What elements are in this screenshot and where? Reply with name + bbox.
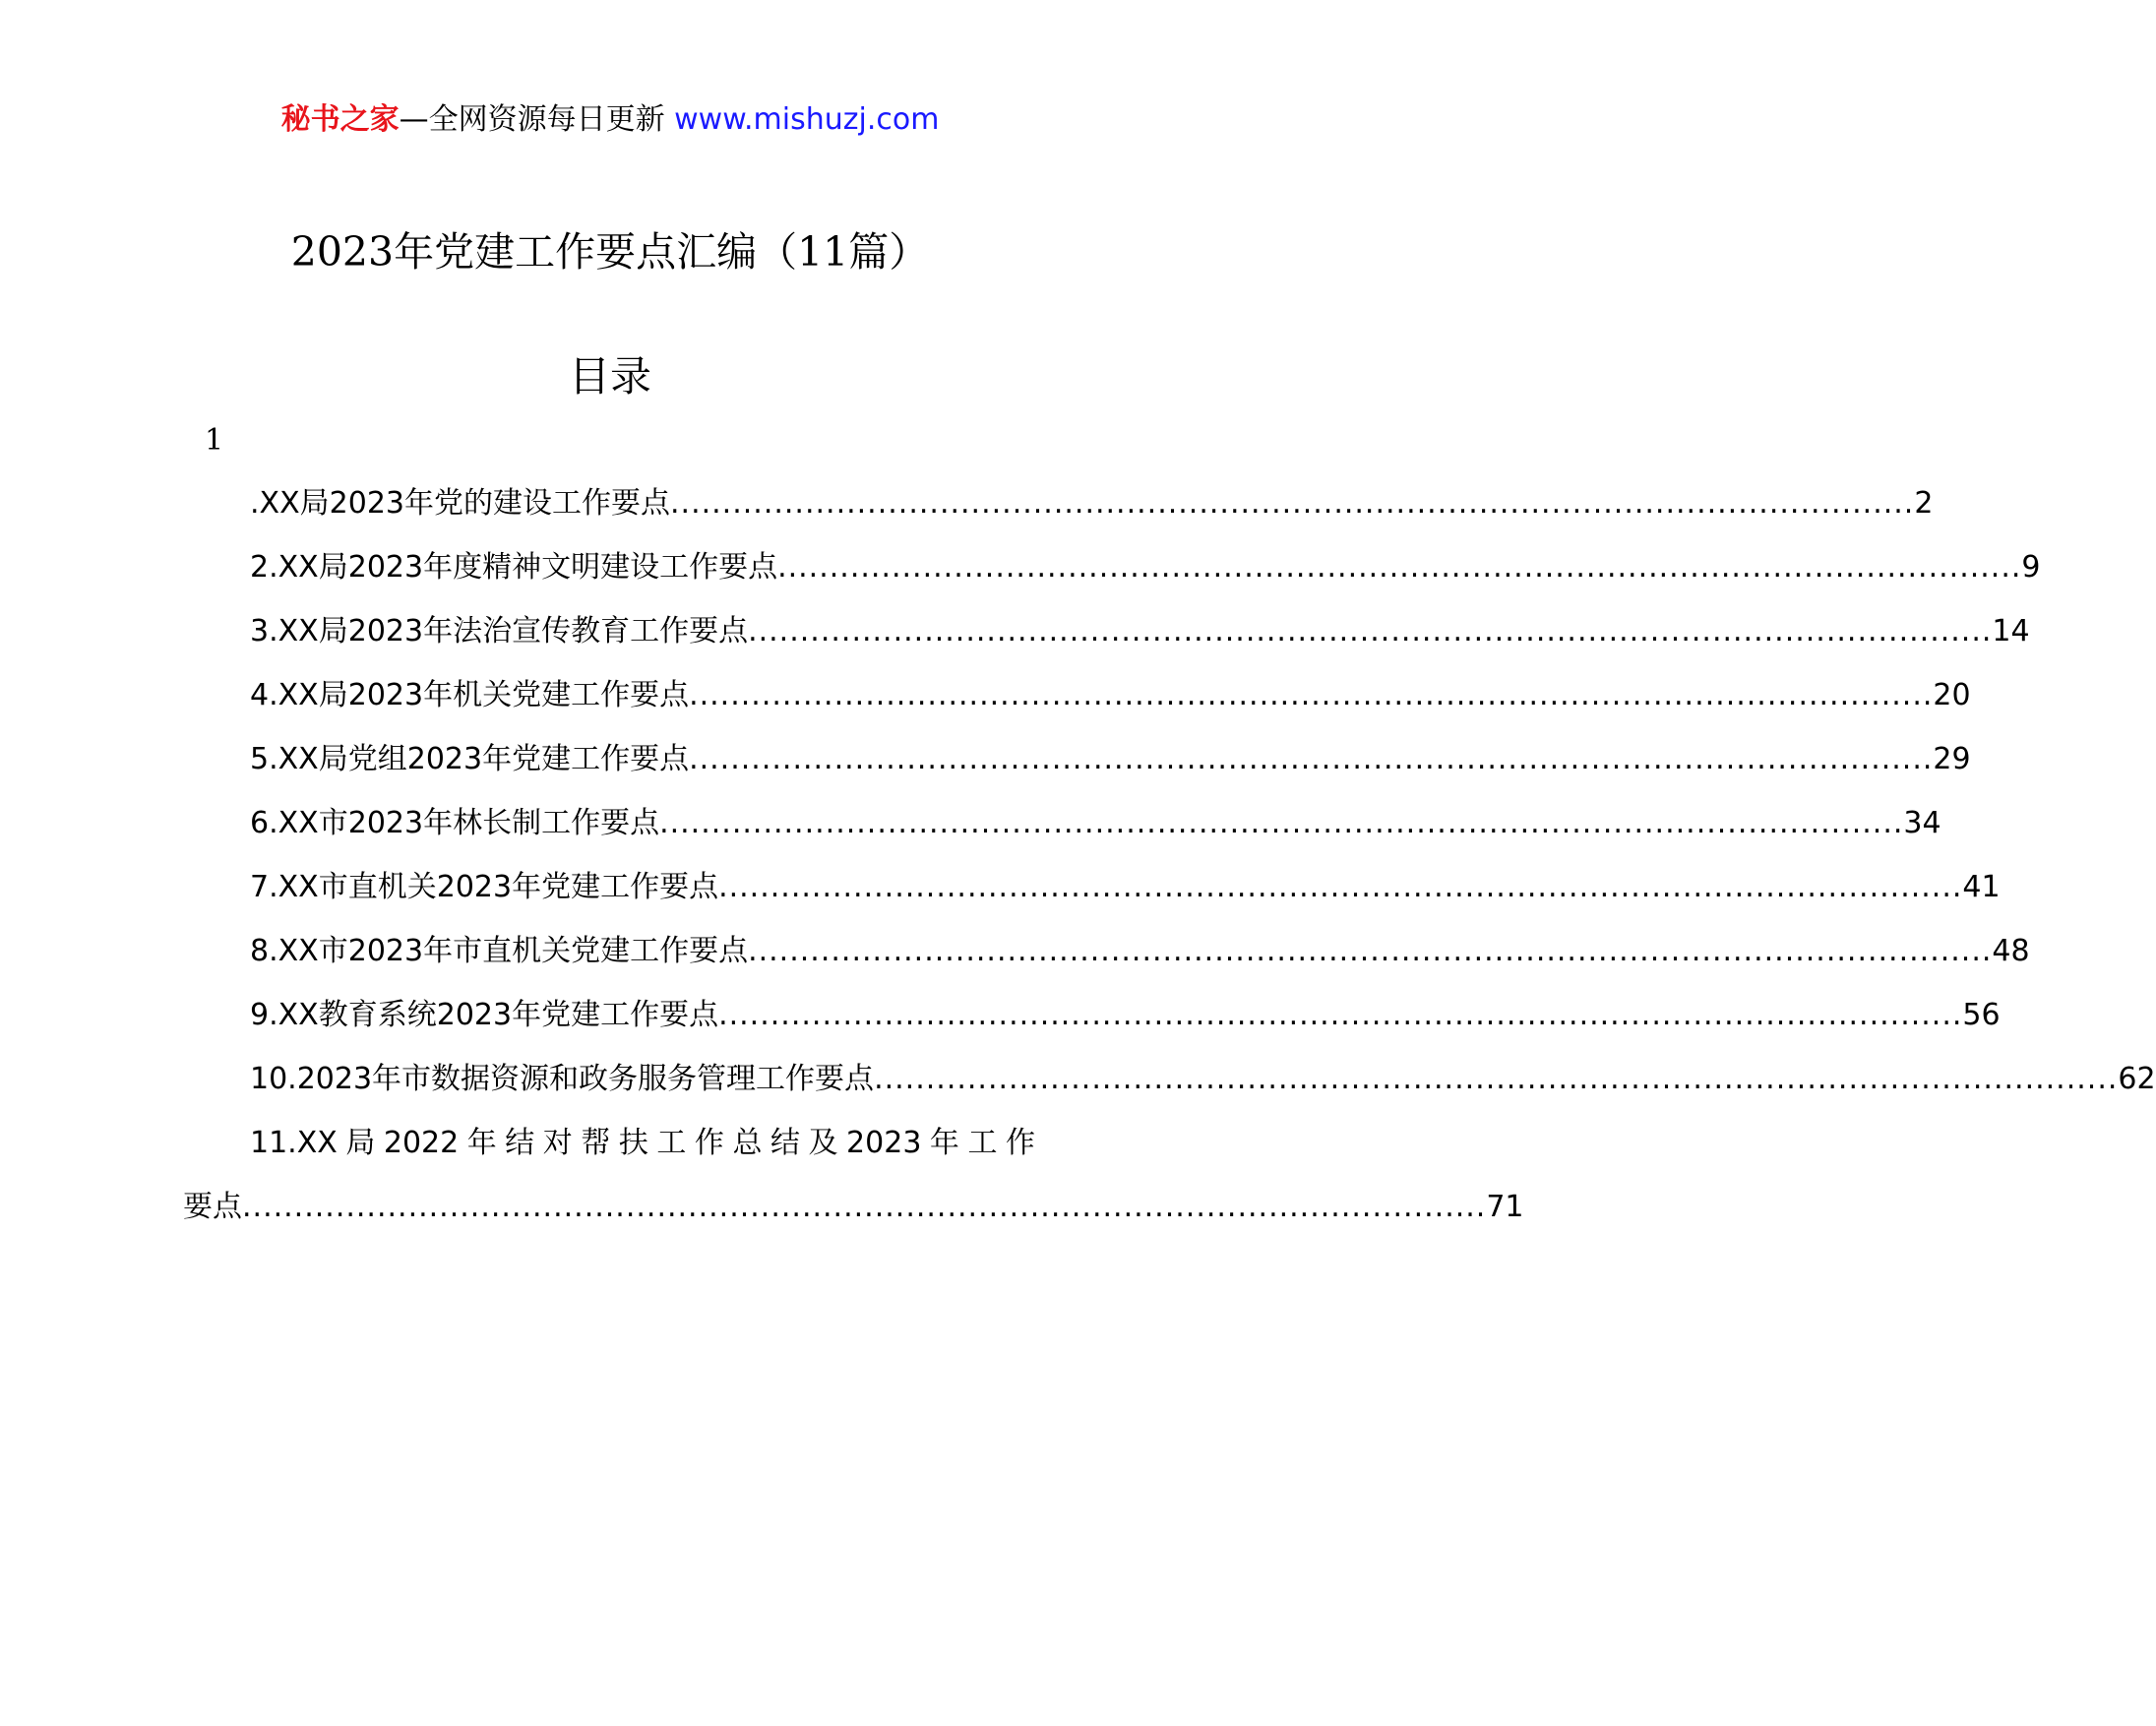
toc-entry-page: 62 <box>2118 1062 2156 1096</box>
toc-entry-page: 48 <box>1992 934 2030 968</box>
toc-dot-leader: ........................................................................................................................ <box>718 998 1963 1032</box>
toc-dot-leader: ........................................................................................................................ <box>874 1062 2119 1096</box>
site-url[interactable]: www.mishuzj.com <box>674 102 940 137</box>
toc-dot-leader: ........................................................................................................................ <box>659 806 1904 840</box>
toc-entry-page: 20 <box>1933 678 1971 712</box>
header-slogan: —全网资源每日更新 <box>399 102 665 137</box>
toc-entry-label: .XX局2023年党的建设工作要点 <box>250 486 670 521</box>
toc-entry[interactable] <box>250 804 1941 868</box>
brand-name: 秘书之家 <box>280 102 400 137</box>
toc-entry-label: 10.2023年市数据资源和政务服务管理工作要点 <box>250 1062 875 1096</box>
stray-number: 1 <box>205 423 224 458</box>
toc-entry[interactable] <box>250 676 1971 740</box>
toc-dot-leader: ........................................................................................................................ <box>718 870 1963 904</box>
toc-heading: 目录 <box>568 352 651 401</box>
toc-entry[interactable] <box>250 1060 2156 1124</box>
toc-entry[interactable] <box>250 868 2001 932</box>
toc-entry-multiline-line2[interactable] <box>183 1188 1524 1227</box>
toc-entry-page: 14 <box>1992 614 2030 648</box>
toc-entry[interactable] <box>250 612 2030 676</box>
site-header <box>0 100 1220 140</box>
toc-entry-page: 41 <box>1962 870 2001 904</box>
toc-entry-label: 8.XX市2023年市直机关党建工作要点 <box>250 934 749 968</box>
document-title: 2023年党建工作要点汇编（11篇） <box>290 228 930 276</box>
toc-entry-label: 5.XX局党组2023年党建工作要点 <box>250 742 690 776</box>
toc-entry-page: 71 <box>1486 1190 1524 1224</box>
toc-entry[interactable] <box>250 484 1934 548</box>
toc-entry-page: 29 <box>1933 742 1971 776</box>
toc-entry-label: 4.XX局2023年机关党建工作要点 <box>250 678 690 712</box>
toc-dot-leader: ........................................................................................................................ <box>242 1190 1487 1224</box>
toc-entry[interactable] <box>250 548 2041 612</box>
toc-entry-label: 6.XX市2023年林长制工作要点 <box>250 806 660 840</box>
toc-entry-label: 3.XX局2023年法治宣传教育工作要点 <box>250 614 749 648</box>
table-of-contents <box>250 484 2156 1188</box>
toc-entry-multiline-line1[interactable]: 11.XX局2022年结对帮扶工作总结及2023年工作 <box>250 1126 1035 1160</box>
toc-dot-leader: ........................................................................................................................ <box>748 934 1993 968</box>
toc-dot-leader: ........................................................................................................................ <box>748 614 1993 648</box>
toc-entry-label: 要点 <box>183 1190 242 1224</box>
toc-entry[interactable] <box>250 996 2001 1060</box>
toc-entry-page: 9 <box>2021 550 2041 585</box>
toc-entry-page: 56 <box>1962 998 2001 1032</box>
toc-dot-leader: ........................................................................................................................ <box>689 678 1934 712</box>
toc-entry-page: 2 <box>1914 486 1934 521</box>
toc-entry[interactable] <box>250 740 1971 804</box>
toc-entry[interactable] <box>250 932 2030 996</box>
toc-dot-leader: ........................................................................................................................ <box>777 550 2022 585</box>
toc-dot-leader: ........................................................................................................................ <box>689 742 1934 776</box>
toc-dot-leader: ........................................................................................................................ <box>670 486 1915 521</box>
toc-entry-page: 34 <box>1903 806 1941 840</box>
toc-entry-label: 9.XX教育系统2023年党建工作要点 <box>250 998 719 1032</box>
toc-entry-label: 2.XX局2023年度精神文明建设工作要点 <box>250 550 778 585</box>
toc-entry-label: 7.XX市直机关2023年党建工作要点 <box>250 870 719 904</box>
